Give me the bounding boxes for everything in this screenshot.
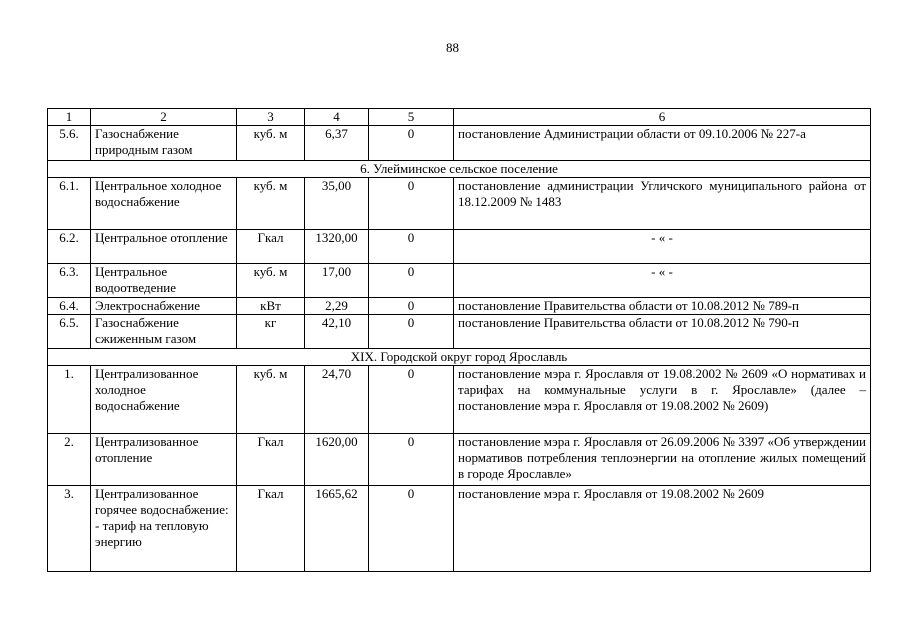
norm-value: 17,00: [305, 264, 369, 298]
table-row: [48, 264, 871, 298]
norm-value: 6,37: [305, 126, 369, 161]
page-number: 88: [446, 40, 459, 55]
zero-value: 0: [369, 298, 454, 315]
unit: куб. м: [237, 178, 305, 230]
legal-basis: постановление Администрации области от 09.10.2006 № 227-а: [454, 126, 871, 161]
unit: куб. м: [237, 264, 305, 298]
unit: Гкал: [237, 230, 305, 264]
legal-basis: постановление Правительства области от 10.08.2012 № 790-п: [454, 315, 871, 349]
norm-value: 1665,62: [305, 486, 369, 572]
unit: Гкал: [237, 486, 305, 572]
service-name: Центральное холодное водоснабжение: [91, 178, 237, 230]
column-header: 5: [369, 109, 454, 126]
zero-value: 0: [369, 434, 454, 486]
ditto-mark: - « -: [651, 230, 673, 245]
zero-value: 0: [369, 264, 454, 298]
norm-value: 24,70: [305, 366, 369, 434]
table-row: [48, 298, 871, 315]
section-row: [48, 349, 871, 366]
legal-basis: постановление мэра г. Ярославля от 19.08.2002 № 2609: [454, 486, 871, 572]
service-name: Централизованное холодное водоснабжение: [91, 366, 237, 434]
column-header: 4: [305, 109, 369, 126]
row-number: 6.2.: [48, 230, 91, 264]
service-name: Газоснабжение природным газом: [91, 126, 237, 161]
norm-value: 1320,00: [305, 230, 369, 264]
table-row: [48, 315, 871, 349]
table-header-row: [48, 109, 871, 126]
norm-value: 35,00: [305, 178, 369, 230]
row-number: 3.: [48, 486, 91, 572]
ditto-mark: - « -: [651, 264, 673, 279]
unit: куб. м: [237, 126, 305, 161]
unit: кВт: [237, 298, 305, 315]
legal-basis: постановление мэра г. Ярославля от 26.09.2006 № 3397 «Об утверждении нормативов потребления теплоэнергии на отопление жилых помещений в городе Ярославле»: [454, 434, 871, 486]
table-row: [48, 434, 871, 486]
norms-table: [47, 108, 871, 572]
zero-value: 0: [369, 178, 454, 230]
section-title: XIX. Городской округ город Ярославль: [48, 349, 871, 366]
service-name: Центральное водоотведение: [91, 264, 237, 298]
legal-basis: постановление администрации Угличского муниципального района от 18.12.2009 № 1483: [454, 178, 871, 230]
legal-basis-ditto: [454, 230, 871, 264]
service-name: Централизованное отопление: [91, 434, 237, 486]
zero-value: 0: [369, 126, 454, 161]
legal-basis: постановление Правительства области от 10.08.2012 № 789-п: [454, 298, 871, 315]
row-number: 6.1.: [48, 178, 91, 230]
row-number: 6.5.: [48, 315, 91, 349]
row-number: 1.: [48, 366, 91, 434]
table-row: [48, 366, 871, 434]
table-row: [48, 178, 871, 230]
zero-value: 0: [369, 366, 454, 434]
zero-value: 0: [369, 315, 454, 349]
row-number: 6.4.: [48, 298, 91, 315]
zero-value: 0: [369, 230, 454, 264]
service-name: Электроснабжение: [91, 298, 237, 315]
legal-basis: постановление мэра г. Ярославля от 19.08.2002 № 2609 «О нормативах и тарифах на коммунальные услуги в г. Ярославле» (далее – постановление мэра г. Ярославля от 19.08.2002 № 2609): [454, 366, 871, 434]
table-row: [48, 126, 871, 161]
row-number: 6.3.: [48, 264, 91, 298]
table-row: [48, 230, 871, 264]
service-name: Газоснабжение сжиженным газом: [91, 315, 237, 349]
norm-value: 2,29: [305, 298, 369, 315]
section-row: [48, 161, 871, 178]
section-title: 6. Улейминское сельское поселение: [48, 161, 871, 178]
unit: кг: [237, 315, 305, 349]
unit: куб. м: [237, 366, 305, 434]
column-header: 2: [91, 109, 237, 126]
unit: Гкал: [237, 434, 305, 486]
norm-value: 42,10: [305, 315, 369, 349]
norm-value: 1620,00: [305, 434, 369, 486]
service-name: Централизованное горячее водоснабжение: - тариф на тепловую энергию: [91, 486, 237, 572]
service-name: Центральное отопление: [91, 230, 237, 264]
zero-value: 0: [369, 486, 454, 572]
column-header: 6: [454, 109, 871, 126]
column-header: 3: [237, 109, 305, 126]
table-row: [48, 486, 871, 572]
row-number: 2.: [48, 434, 91, 486]
row-number: 5.6.: [48, 126, 91, 161]
column-header: 1: [48, 109, 91, 126]
legal-basis-ditto: [454, 264, 871, 298]
